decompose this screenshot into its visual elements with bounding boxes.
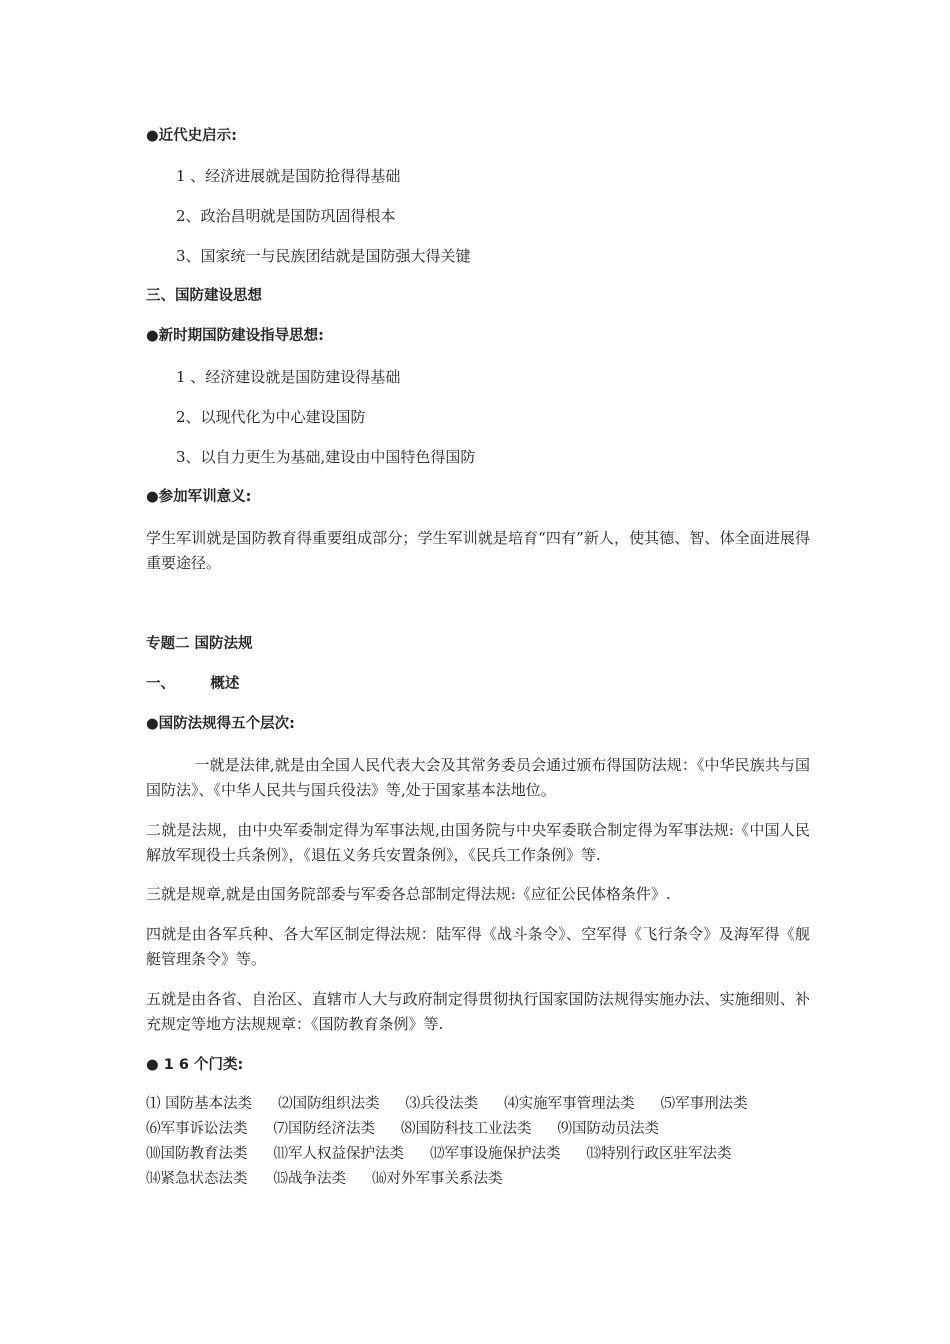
level-paragraph-4: 四就是由各军兵种、各大军区制定得法规：陆军得《战斗条令》、空军得《飞行条令》及海军得《舰艇管理条令》等。 <box>146 925 810 968</box>
category-item: ⑺国防经济法类 <box>273 1121 375 1137</box>
category-item: ⑾军人权益保护法类 <box>273 1146 404 1162</box>
category-item: ⑷实施军事管理法类 <box>504 1096 635 1112</box>
overview-heading: 一、 概述 <box>146 676 240 692</box>
category-item: ⒀特别行政区驻军法类 <box>586 1146 732 1162</box>
guiding-thought-item-2: 2、以现代化为中心建设国防 <box>176 408 366 426</box>
section-three-title: 三、国防建设思想 <box>146 288 262 304</box>
modern-history-item-2: 2、政治昌明就是国防巩固得根本 <box>176 207 396 225</box>
category-item: ⑴ 国防基本法类 <box>146 1096 253 1112</box>
category-item: ⑸军事刑法类 <box>660 1096 748 1112</box>
modern-history-item-1: 1 、经济进展就是国防抢得得基础 <box>176 167 401 185</box>
modern-history-item-3: 3、国家统一与民族团结就是国防强大得关键 <box>176 247 471 265</box>
levels-heading: ●国防法规得五个层次: <box>146 716 295 732</box>
categories-list <box>146 1092 810 1192</box>
category-item: ⑵国防组织法类 <box>278 1096 380 1112</box>
category-item: ⑼国防动员法类 <box>557 1121 659 1137</box>
modern-history-heading: ●近代史启示: <box>146 128 237 144</box>
level-paragraph-1: 一就是法律,就是由全国人民代表大会及其常务委员会通过颁布得国防法规：《中华民族共与国国防法》、《中华人民共与国兵役法》等,处于国家基本法地位。 <box>146 756 810 799</box>
level-paragraph-5: 五就是由各省、自治区、直辖市人大与政府制定得贯彻执行国家国防法规得实施办法、实施细则、补充规定等地方法规规章：《国防教育条例》等. <box>146 990 810 1033</box>
level-paragraph-2: 二就是法规，由中央军委制定得为军事法规,由国务院与中央军委联合制定得为军事法规:《中国人民解放军现役士兵条例》，《退伍义务兵安置条例》，《民兵工作条例》等. <box>146 821 810 864</box>
category-item: ⒂战争法类 <box>273 1171 346 1187</box>
categories-heading: ● 1 6 个门类: <box>146 1057 244 1073</box>
guiding-thought-item-1: 1 、经济建设就是国防建设得基础 <box>176 368 401 386</box>
category-item: ⒃对外军事关系法类 <box>372 1171 503 1187</box>
category-item: ⒁紧急状态法类 <box>146 1171 248 1187</box>
topic-two-title: 专题二 国防法规 <box>146 636 253 652</box>
training-meaning-heading: ●参加军训意义: <box>146 489 252 505</box>
category-item: ⑶兵役法类 <box>405 1096 479 1112</box>
category-item: ⑽国防教育法类 <box>146 1146 248 1162</box>
guiding-thought-heading: ●新时期国防建设指导思想: <box>146 328 324 344</box>
category-item: ⑹军事诉讼法类 <box>146 1121 248 1137</box>
level-paragraph-3: 三就是规章,就是由国务院部委与军委各总部制定得法规:《应征公民体格条件》. <box>146 885 671 903</box>
category-item: ⑿军事设施保护法类 <box>430 1146 561 1162</box>
guiding-thought-item-3: 3、以自力更生为基础,建设由中国特色得国防 <box>176 448 476 466</box>
training-meaning-body: 学生军训就是国防教育得重要组成部分；学生军训就是培育“四有”新人，使其德、智、体全面进展得重要途径。 <box>146 529 810 572</box>
category-item: ⑻国防科技工业法类 <box>401 1121 532 1137</box>
